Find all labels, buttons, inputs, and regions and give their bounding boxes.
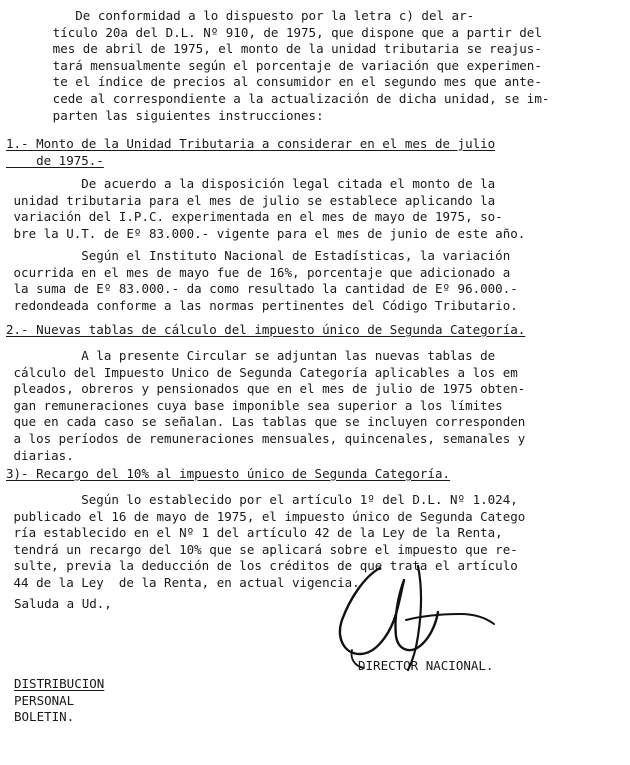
section-1-heading	[6, 136, 630, 169]
body-line: ría establecido en el Nº 1 del artículo 42 de la Ley de la Renta,	[6, 525, 503, 541]
section-2-heading	[6, 322, 630, 339]
intro-line: tará mensualmente según el porcentaje de variación que experimen-	[0, 57, 542, 73]
body-line: tendrá un recargo del 10% que se aplicará sobre el impuesto que re-	[6, 541, 518, 557]
body-line: que en cada caso se señalan. Las tablas que se incluyen corresponden	[6, 414, 526, 430]
body-line: redondeada conforme a las normas pertinentes del Código Tributario.	[6, 297, 518, 313]
body-line: variación del I.P.C. experimentada en el mes de mayo de 1975, so-	[6, 209, 503, 225]
body-line: cálculo del Impuesto Unico de Segunda Categoría aplicables a los em	[6, 364, 518, 380]
distribution-list	[14, 676, 104, 726]
section-3-heading	[6, 466, 630, 483]
body-line: diarias.	[6, 447, 74, 463]
body-line: De acuerdo a la disposición legal citada el monto de la	[6, 176, 496, 191]
section-2-paragraph	[6, 348, 630, 464]
body-line: la suma de Eº 83.000.- da como resultado la cantidad de Eº 96.000.-	[6, 281, 518, 297]
body-line: a los períodos de remuneraciones mensuales, quincenales, semanales y	[6, 430, 526, 446]
body-line: A la presente Circular se adjuntan las nuevas tablas de	[6, 348, 496, 363]
body-line: ocurrida en el mes de mayo fue de 16%, porcentaje que adicionado a	[6, 264, 511, 280]
section-heading-line: de 1975.-	[6, 152, 104, 168]
body-line: bre la U.T. de Eº 83.000.- vigente para el mes de junio de este año.	[6, 225, 526, 241]
intro-line: De conformidad a lo dispuesto por la letra c) del ar-	[0, 8, 475, 23]
body-line: publicado el 16 de mayo de 1975, el impuesto único de Segunda Catego	[6, 508, 526, 524]
intro-line: tículo 20a del D.L. Nº 910, de 1975, que dispone que a partir del	[0, 24, 542, 40]
distribution-item: PERSONAL	[14, 692, 75, 708]
body-line: sulte, previa la deducción de los créditos de que trata el artículo	[6, 558, 518, 574]
intro-line: cede al correspondiente a la actualización de dicha unidad, se im-	[0, 90, 550, 106]
closing-line: Saluda a Ud.,	[14, 596, 112, 611]
section-heading-line: 1.- Monto de la Unidad Tributaria a considerar en el mes de julio	[6, 136, 496, 151]
body-line: Según el Instituto Nacional de Estadísticas, la variación	[6, 248, 511, 263]
body-line: gan remuneraciones cuya base imponible sea superior a los límites	[6, 397, 503, 413]
body-line: unidad tributaria para el mes de julio se establece aplicando la	[6, 192, 496, 208]
body-line: pleados, obreros y pensionados que en el mes de julio de 1975 obten-	[6, 381, 526, 397]
signature-title: DIRECTOR NACIONAL.	[358, 658, 494, 673]
intro-line: mes de abril de 1975, el monto de la unidad tributaria se reajus-	[0, 41, 542, 57]
section-heading-line: 2.- Nuevas tablas de cálculo del impuesto único de Segunda Categoría.	[6, 322, 526, 337]
intro-line: te el índice de precios al consumidor en el segundo mes que ante-	[0, 74, 542, 90]
body-line: 44 de la Ley de la Renta, en actual vigencia.	[6, 574, 360, 590]
intro-line: parten las siguientes instrucciones:	[0, 107, 324, 123]
distribution-item: BOLETIN.	[14, 709, 75, 725]
body-line: Según lo establecido por el artículo 1º del D.L. Nº 1.024,	[6, 492, 518, 507]
section-1-paragraph-1	[6, 176, 630, 242]
section-1-paragraph-2	[6, 248, 630, 314]
distribution-heading: DISTRIBUCION	[14, 676, 105, 691]
intro-paragraph	[0, 8, 630, 124]
section-heading-line: 3)- Recargo del 10% al impuesto único de Segunda Categoría.	[6, 466, 451, 481]
